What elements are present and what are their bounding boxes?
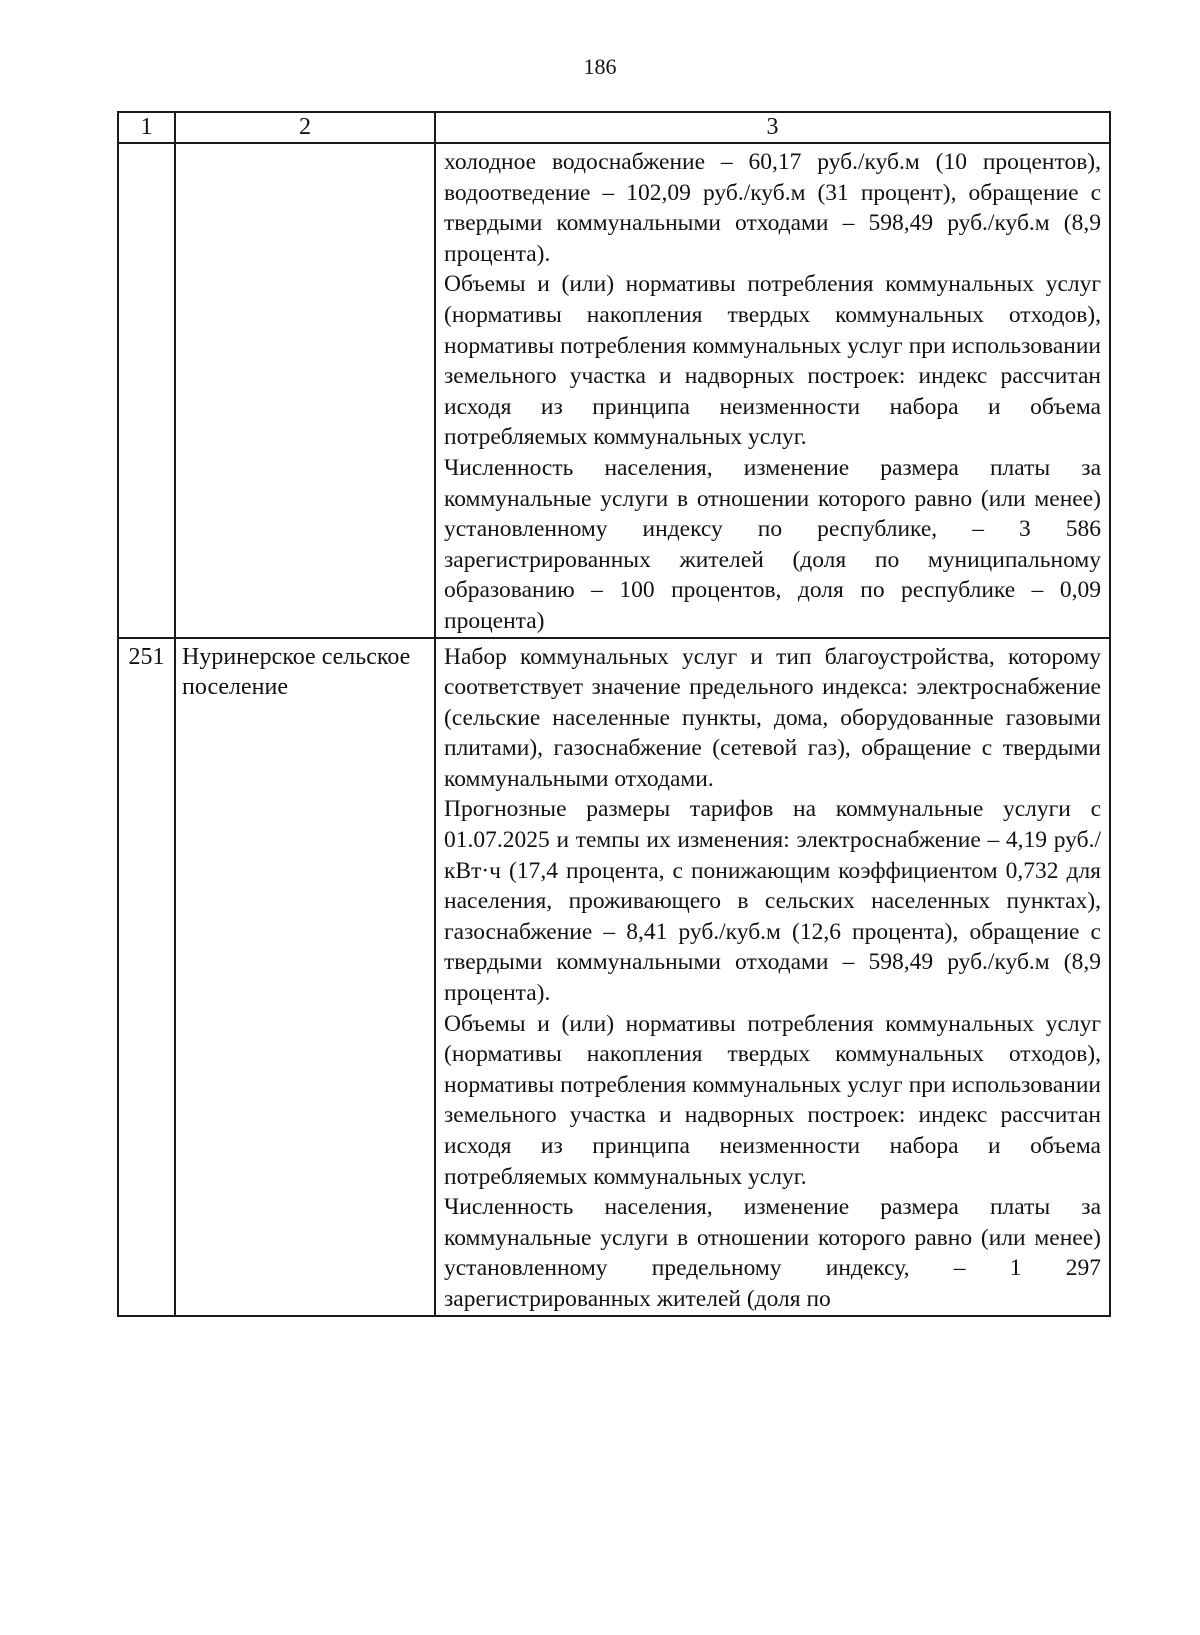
paragraph-population: Численность населения, изменение размера платы за коммунальные услуги в отношении которого равно (или менее) установленному предельному индексу, – 1 297 зарегистрированных жителей (доля по: [444, 1194, 1101, 1312]
page-number: 186: [583, 54, 617, 79]
row-number-cell: [118, 143, 175, 638]
description-cell: [435, 143, 1110, 638]
table-row-continuation: [118, 143, 1110, 638]
municipality-name-cell: Нуринерское сельское поселение: [175, 638, 435, 1316]
header-col-1: 1: [118, 112, 175, 143]
paragraph-tariffs: Прогнозные размеры тарифов на коммунальные услуги с 01.07.2025 и темпы их изменения: электроснабжение – 4,19 руб./кВт·ч (17,4 процента, с понижающим коэффициентом 0,732 для населения, проживающего в сельских населенных пунктах), газоснабжение – 8,41 руб./куб.м (12,6 процента), обращение с твердыми коммунальными отходами – 598,49 руб./куб.м (8,9 процента).: [444, 796, 1101, 1007]
description-cell: [435, 638, 1110, 1316]
paragraph-services-set: Набор коммунальных услуг и тип благоустройства, которому соответствует значение предельного индекса: электроснабжение (сельские населенные пункты, дома, оборудованные газовыми плитами), газоснабжение (сетевой газ), обращение с твердыми коммунальными отходами.: [444, 643, 1101, 792]
municipality-name-cell: [175, 143, 435, 638]
header-col-2: 2: [175, 112, 435, 143]
paragraph-volumes: Объемы и (или) нормативы потребления коммунальных услуг (нормативы накопления твердых коммунальных отходов), нормативы потребления коммунальных услуг при использовании земельного участка и надворных построек: индекс рассчитан исходя из принципа неизменности набора и объема потребляемых коммунальных услуг.: [444, 271, 1101, 451]
indices-table: [117, 111, 1111, 1317]
header-col-3: 3: [435, 112, 1110, 143]
table-header-row: [118, 112, 1110, 143]
row-number-cell: 251: [118, 638, 175, 1316]
paragraph-volumes: Объемы и (или) нормативы потребления коммунальных услуг (нормативы накопления твердых коммунальных отходов), нормативы потребления коммунальных услуг при использовании земельного участка и надворных построек: индекс рассчитан исходя из принципа неизменности набора и объема потребляемых коммунальных услуг.: [444, 1010, 1101, 1190]
table-row-251: [118, 638, 1110, 1316]
paragraph-population: Численность населения, изменение размера платы за коммунальные услуги в отношении которого равно (или менее) установленному индексу по республике, – 3 586 зарегистрированных жителей (доля по муниципальному образованию – 100 процентов, доля по республике – 0,09 процента): [444, 454, 1101, 634]
paragraph-tariffs-tail: холодное водоснабжение – 60,17 руб./куб.м (10 процентов), водоотведение – 102,09 руб./куб.м (31 процент), обращение с твердыми коммунальными отходами – 598,49 руб./куб.м (8,9 процента).: [444, 149, 1101, 267]
